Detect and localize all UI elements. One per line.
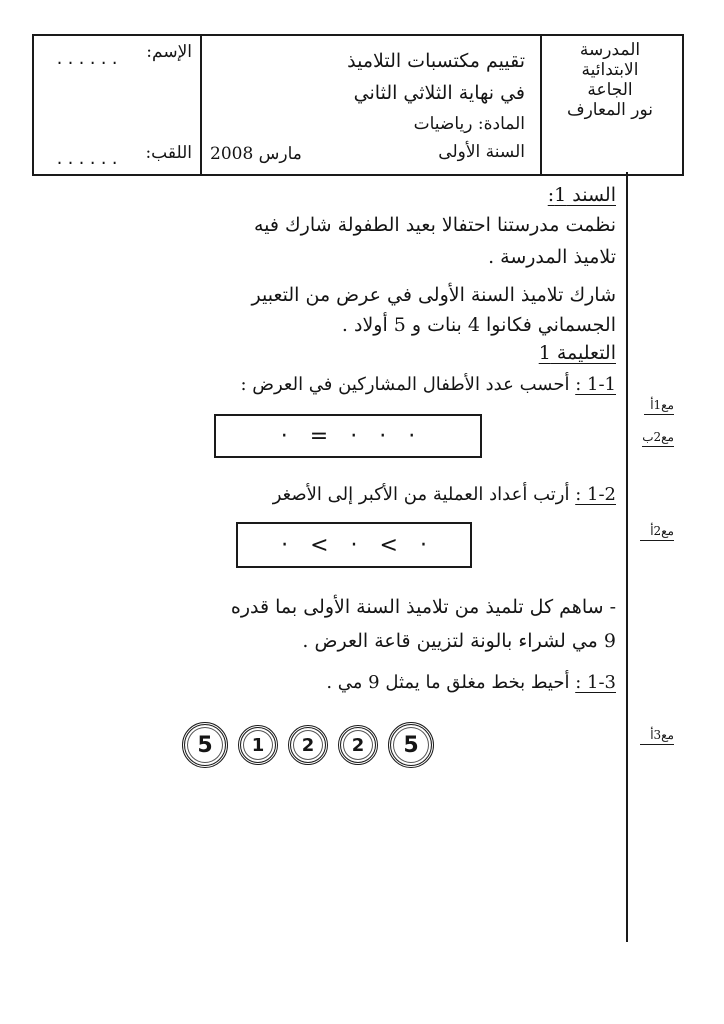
question-text: أحسب عدد الأطفال المشاركين في العرض : [240, 374, 570, 395]
school-line: المدرسة [579, 40, 641, 60]
instruction-label: التعليمة 1 [538, 342, 616, 364]
name-field[interactable]: ...... [55, 50, 122, 68]
question-3 [130, 672, 616, 693]
less-than-sign: < [310, 532, 329, 558]
school-line: الجاعة [587, 80, 633, 100]
question-number: 1-1 : [575, 374, 616, 395]
question-2 [70, 484, 616, 505]
support-label: السند 1: [547, 184, 616, 206]
margin-note-1b: مع2ب [642, 430, 674, 447]
answer-slot: · [350, 532, 358, 558]
answer-box-1[interactable] [214, 414, 482, 458]
margin-note-1: مع1أ [644, 398, 674, 415]
answer-slot: · [408, 423, 416, 449]
coin[interactable]: 5 [388, 722, 434, 768]
support-line-2: تلاميذ المدرسة . [488, 246, 616, 268]
answer-slot: · [379, 423, 387, 449]
exam-title: تقييم مكتسبات التلاميذ [347, 50, 525, 72]
coin[interactable]: 1 [238, 725, 278, 765]
support-line-3: شارك تلاميذ السنة الأولى في عرض من التعبير [251, 284, 616, 306]
header-divider-right [540, 34, 542, 174]
surname-field[interactable]: ...... [55, 150, 122, 168]
answer-slot: · [281, 532, 289, 558]
answer-slot: · [350, 423, 358, 449]
exam-subtitle: في نهاية الثلاثي الثاني [353, 82, 525, 104]
question-number: 1-2 : [575, 484, 616, 505]
name-label: الإسم: [146, 42, 192, 62]
question-1 [90, 374, 616, 395]
equals-sign: = [309, 423, 329, 449]
less-than-sign: < [379, 532, 398, 558]
coin[interactable]: 2 [338, 725, 378, 765]
school-line: نور المعارف [566, 100, 654, 120]
coin[interactable]: 5 [182, 722, 228, 768]
date-line: مارس 2008 [210, 144, 302, 164]
contribution-line-2: 9 مي لشراء بالونة لتزيين قاعة العرض . [302, 630, 616, 652]
surname-label: اللقب: [145, 143, 192, 163]
contribution-line-1: - ساهم كل تلميذ من تلاميذ السنة الأولى بما قدره [230, 596, 616, 618]
question-number: 1-3 : [575, 672, 616, 693]
coin[interactable]: 2 [288, 725, 328, 765]
header-divider-left [200, 34, 202, 174]
margin-rule [626, 172, 628, 942]
level-line: السنة الأولى [438, 142, 525, 162]
support-line-1: نظمت مدرستنا احتفالا بعيد الطفولة شارك فيه [253, 214, 616, 236]
question-text: أرتب أعداد العملية من الأكبر إلى الأصغر [272, 484, 570, 505]
answer-box-2[interactable] [236, 522, 472, 568]
answer-slot: · [280, 423, 288, 449]
margin-note-3: مع3أ [640, 728, 674, 745]
subject-line: المادة: رياضيات [413, 114, 525, 134]
school-line: الابتدائية [581, 60, 639, 80]
margin-note-2: مع2أ [640, 524, 674, 541]
answer-slot: · [419, 532, 427, 558]
question-text: أحيط بخط مغلق ما يمثل 9 مي . [326, 672, 570, 693]
support-line-4: الجسماني فكانوا 4 بنات و 5 أولاد . [341, 314, 616, 336]
coin-row [182, 722, 442, 768]
school-name [545, 40, 675, 120]
